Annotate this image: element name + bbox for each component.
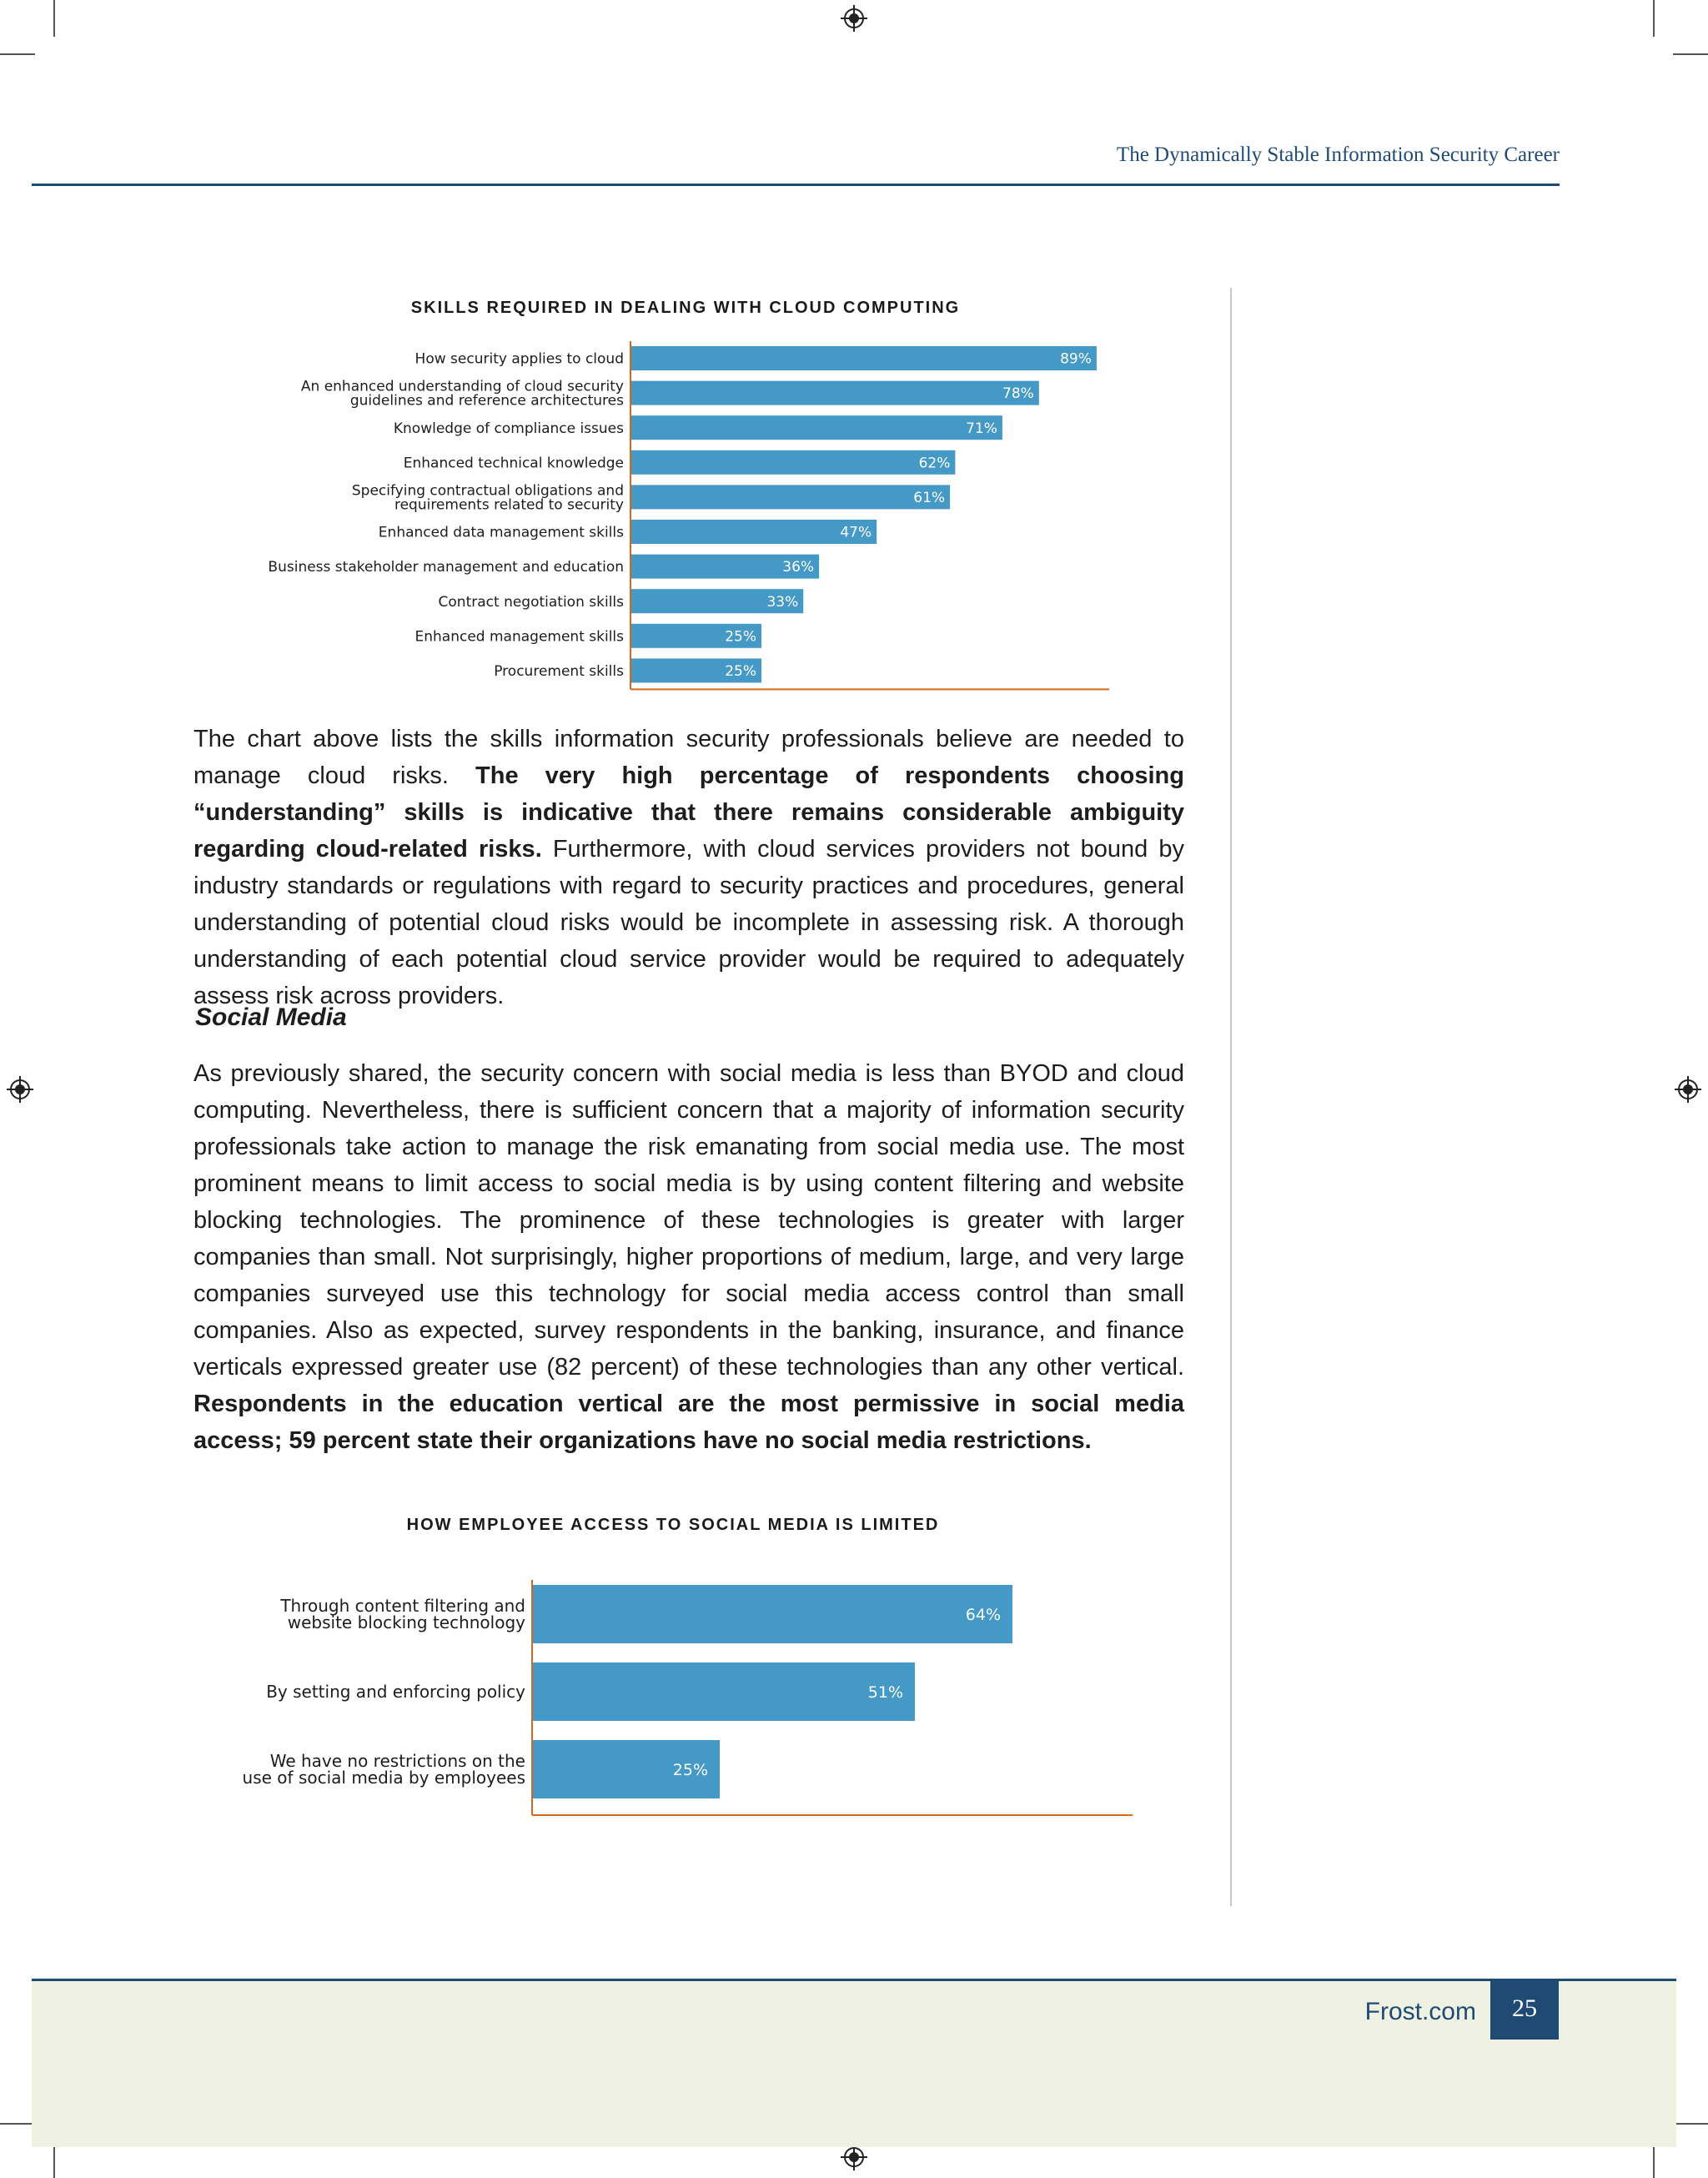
data-label: 33% (766, 593, 799, 611)
chart-title: SKILLS REQUIRED IN DEALING WITH CLOUD COMPUTING (410, 299, 961, 317)
category-label: An enhanced understanding of cloud security (300, 378, 624, 395)
paragraph-cloud-skills (193, 721, 1184, 1014)
data-label: 64% (965, 1605, 1001, 1624)
header-rule (32, 184, 1560, 186)
bar (630, 346, 1097, 370)
paragraph-text: As previously shared, the security concern with social media is less than BYOD and cloud computing. Nevertheless, there is sufficient concern that a majority of information security professionals take action to manage the risk emanating from social media use. The most prominent means to limit access to social media is by using content filtering and website blocking technologies. The prominence of these technologies is greater with larger companies than small. Not surprisingly, higher proportions of medium, large, and very large companies surveyed use this technology for social media access control than small companies. Also as expected, survey respondents in the banking, insurance, and finance verticals expressed greater use (82 percent) of these technologies than any other vertical. (193, 1060, 1184, 1381)
data-label: 47% (840, 524, 872, 541)
data-label: 25% (725, 628, 756, 646)
data-label: 51% (867, 1683, 903, 1702)
section-heading: Social Media (195, 1003, 347, 1031)
data-label: 36% (782, 559, 815, 576)
crop-mark (1653, 0, 1655, 37)
category-label: website blocking technology (287, 1612, 525, 1633)
column-divider (1230, 288, 1232, 1906)
data-label: 78% (1002, 385, 1034, 403)
crop-mark (53, 0, 55, 37)
crop-mark (1673, 2123, 1708, 2125)
data-label: 62% (918, 455, 951, 472)
category-label: Knowledge of compliance issues (393, 420, 624, 437)
registration-mark-icon (841, 2144, 867, 2170)
bar (532, 1585, 1012, 1643)
paragraph-text: Furthermore, with cloud services providers not bound by industry standards or regulations with regard to security practices and procedures, general understanding of potential cloud risks would be incomplete in assessing risk. A thorough understanding of each potential cloud service provider would be required to adequately assess risk across providers. (193, 836, 1184, 1009)
crop-mark (0, 2123, 35, 2125)
data-label: 25% (672, 1760, 708, 1779)
bar (630, 450, 955, 475)
category-label: How security applies to cloud (414, 350, 624, 368)
registration-mark-icon (841, 5, 867, 32)
registration-mark-icon (7, 1076, 33, 1103)
bar (630, 381, 1039, 405)
category-label: Through content filtering and (280, 1596, 525, 1617)
category-label: guidelines and reference architectures (349, 392, 624, 410)
category-label: We have no restrictions on the (269, 1751, 525, 1772)
crop-mark (1673, 53, 1708, 55)
category-label: By setting and enforcing policy (266, 1682, 525, 1703)
cloud-skills-bar-chart (234, 338, 1118, 697)
category-label: Contract negotiation skills (438, 593, 624, 611)
bar (532, 1662, 915, 1721)
category-label: Procurement skills (494, 663, 624, 681)
running-header: The Dynamically Stable Information Security Career (1116, 143, 1560, 166)
paragraph-social-media (193, 1055, 1184, 1459)
data-label: 61% (913, 490, 946, 507)
paragraph-text: The chart above lists the skills information security professionals believe are needed to manage cloud risks. (193, 726, 1184, 789)
paragraph-emphasis: Respondents in the education vertical are the most permissive in social media access; 59 percent state their organizations have no social media restrictions. (193, 1391, 1184, 1454)
bar (630, 415, 1002, 440)
crop-mark (0, 53, 35, 55)
category-label: Enhanced technical knowledge (403, 455, 624, 472)
footer-rule (32, 1979, 1676, 1981)
data-label: 25% (725, 663, 756, 681)
footer-site-link[interactable]: Frost.com (1364, 1998, 1476, 2025)
bar (630, 485, 950, 509)
category-label: use of social media by employees (242, 1768, 525, 1788)
social-media-access-bar-chart (225, 1568, 1143, 1818)
category-label: Business stakeholder management and education (268, 559, 624, 576)
category-label: Enhanced data management skills (378, 524, 624, 541)
category-label: requirements related to security (394, 496, 624, 514)
registration-mark-icon (1675, 1076, 1701, 1103)
data-label: 71% (966, 420, 997, 437)
category-label: Specifying contractual obligations and (351, 482, 624, 500)
data-label: 89% (1060, 350, 1092, 368)
page-number: 25 (1490, 1981, 1559, 2040)
category-label: Enhanced management skills (414, 628, 624, 646)
paragraph-emphasis: The very high percentage of respondents choosing “understanding” skills is indicative that there remains considerable ambiguity regarding cloud-related risks. (193, 762, 1184, 863)
chart-title: HOW EMPLOYEE ACCESS TO SOCIAL MEDIA IS LIMITED (406, 1516, 940, 1534)
